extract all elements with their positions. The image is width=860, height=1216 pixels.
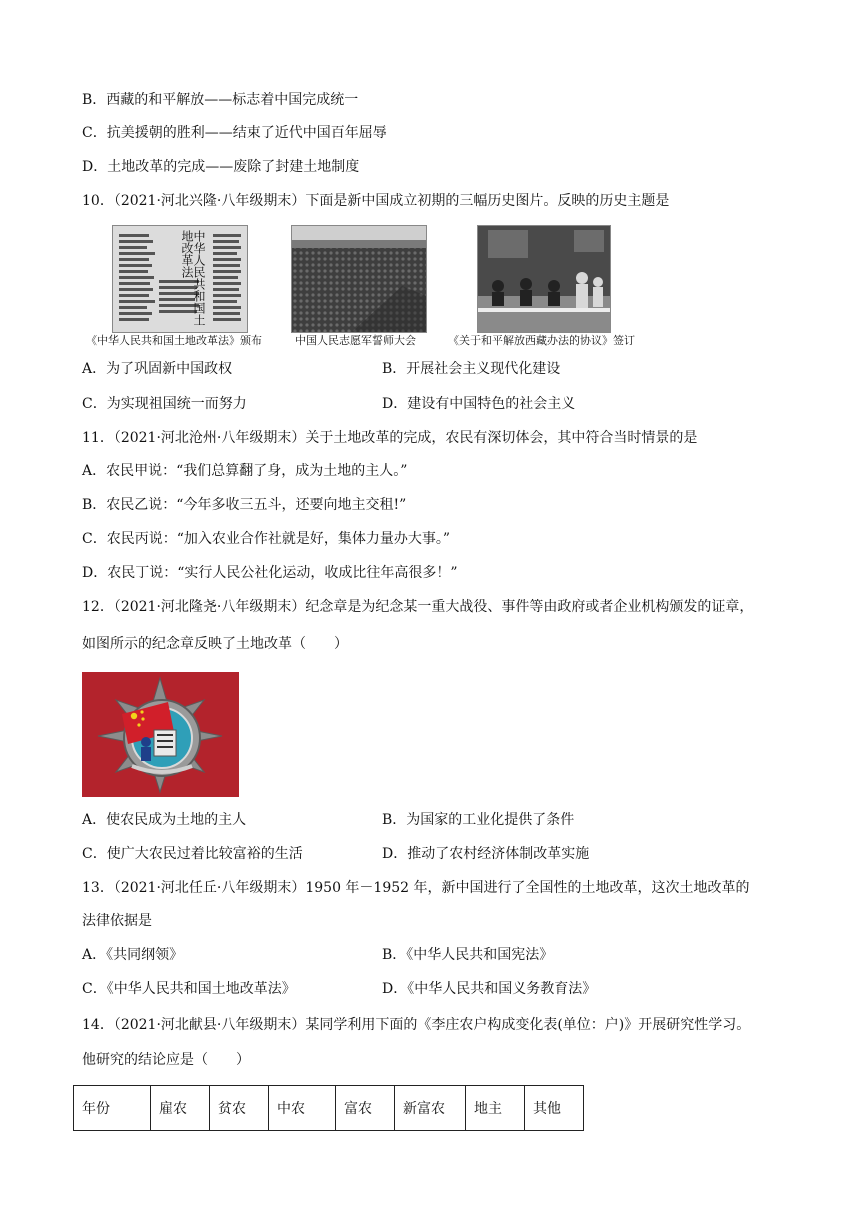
table-header-cell: 贫农 <box>210 1086 269 1131</box>
q12-option-c: C．使广大农民过着比较富裕的生活 <box>82 846 303 862</box>
q13-option-c: C．《中华人民共和国土地改革法》 <box>82 981 296 997</box>
q10-option-d: D．建设有中国特色的社会主义 <box>382 396 576 412</box>
q12-stem-line1: 12．（2021·河北隆尧·八年级期末）纪念章是为纪念某一重大战役、事件等由政府或者企业机构颁发的证章， <box>82 599 754 615</box>
q14-stem-line1: 14．（2021·河北献县·八年级期末）某同学利用下面的《李庄农户构成变化表(单位：户)》开展研究性学习。 <box>82 1017 751 1033</box>
table-header-cell: 其他 <box>525 1086 584 1131</box>
figure2-caption: 中国人民志愿军誓师大会 <box>295 334 416 347</box>
table-header-cell: 地主 <box>466 1086 525 1131</box>
q12-option-b: B．为国家的工业化提供了条件 <box>382 812 575 828</box>
table-header-row <box>74 1086 584 1131</box>
q9-option-b: B．西藏的和平解放——标志着中国完成统一 <box>82 92 359 108</box>
q13-stem-line2: 法律依据是 <box>82 913 152 929</box>
q12-option-d: D．推动了农村经济体制改革实施 <box>382 846 590 862</box>
q13-option-a: A．《共同纲领》 <box>82 947 184 963</box>
q13-stem-line1: 13．（2021·河北任丘·八年级期末）1950 年－1952 年，新中国进行了全国性的土地改革，这次土地改革的 <box>82 880 750 896</box>
q12-option-a: A．使农民成为土地的主人 <box>82 812 247 828</box>
q14-stem-line2: 他研究的结论应是（ ） <box>82 1052 250 1068</box>
q10-stem: 10．（2021·河北兴隆·八年级期末）下面是新中国成立初期的三幅历史图片。反映的历史主题是 <box>82 193 670 209</box>
q9-option-c: C．抗美援朝的胜利——结束了近代中国百年屈辱 <box>82 125 387 141</box>
land-reform-law-newspaper-image <box>112 225 248 333</box>
q9-option-d: D．土地改革的完成——废除了封建土地制度 <box>82 159 360 175</box>
q13-option-b: B．《中华人民共和国宪法》 <box>382 947 554 963</box>
tibet-agreement-signing-image <box>477 225 611 333</box>
household-composition-table <box>73 1085 584 1131</box>
q11-stem: 11．（2021·河北沧州·八年级期末）关于土地改革的完成，农民有深切体会，其中符合当时情景的是 <box>82 430 698 446</box>
figure3-caption: 《关于和平解放西藏办法的协议》签订 <box>448 334 635 347</box>
table-header-cell: 雇农 <box>151 1086 210 1131</box>
table-header-cell: 中农 <box>269 1086 336 1131</box>
newspaper-headline: 中华人民共和国土地改革法 <box>180 230 206 326</box>
q11-option-a: A．农民甲说：“我们总算翻了身，成为土地的主人。” <box>82 463 408 479</box>
q11-option-b: B．农民乙说：“今年多收三五斗，还要向地主交租!” <box>82 497 407 513</box>
q11-option-d: D．农民丁说：“实行人民公社化运动，收成比往年高很多！” <box>82 565 458 581</box>
table-header-cell: 富农 <box>336 1086 395 1131</box>
table-header-cell: 新富农 <box>395 1086 466 1131</box>
volunteer-army-rally-image <box>291 225 427 333</box>
figure1-caption: 《中华人民共和国土地改革法》颁布 <box>86 334 262 347</box>
table-header-cell: 年份 <box>74 1086 151 1131</box>
q10-option-c: C．为实现祖国统一而努力 <box>82 396 247 412</box>
q12-stem-line2: 如图所示的纪念章反映了土地改革（ ） <box>82 636 348 652</box>
q13-option-d: D．《中华人民共和国义务教育法》 <box>382 981 597 997</box>
land-reform-commemorative-medal-image <box>82 672 239 797</box>
q10-option-a: A．为了巩固新中国政权 <box>82 361 233 377</box>
q11-option-c: C．农民丙说：“加入农业合作社就是好，集体力量办大事。” <box>82 531 451 547</box>
q10-option-b: B．开展社会主义现代化建设 <box>382 361 561 377</box>
